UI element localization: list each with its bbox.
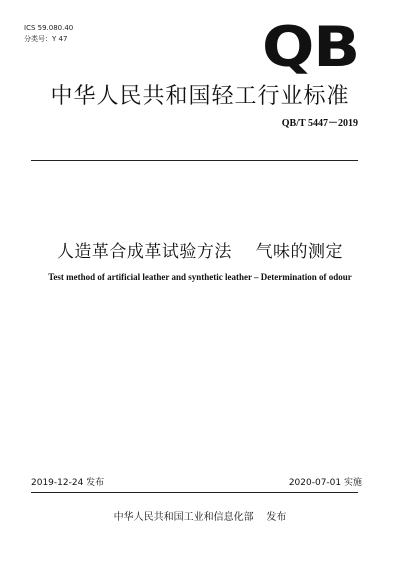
standard-title-chinese: 人造革合成革试验方法 气味的测定 — [56, 242, 344, 262]
standard-type-title: 中华人民共和国轻工行业标准 — [50, 84, 350, 109]
implementation-date: 2020-07-01 实施 — [288, 478, 362, 488]
ics-code: ICS 59.080.40 — [24, 24, 74, 32]
publisher: 中华人民共和国工业和信息化部 发布 — [113, 512, 287, 523]
standard-number: QB/T 5447－2019 — [281, 118, 358, 129]
qb-logo: QB — [262, 15, 360, 79]
category-code: 分类号：Y 47 — [24, 35, 68, 43]
bottom-divider — [31, 492, 358, 493]
standard-title-english: Test method of artificial leather and synthetic leather – Determination of odour — [48, 272, 352, 282]
top-divider — [31, 160, 358, 161]
issue-date: 2019-12-24 发布 — [31, 478, 105, 488]
